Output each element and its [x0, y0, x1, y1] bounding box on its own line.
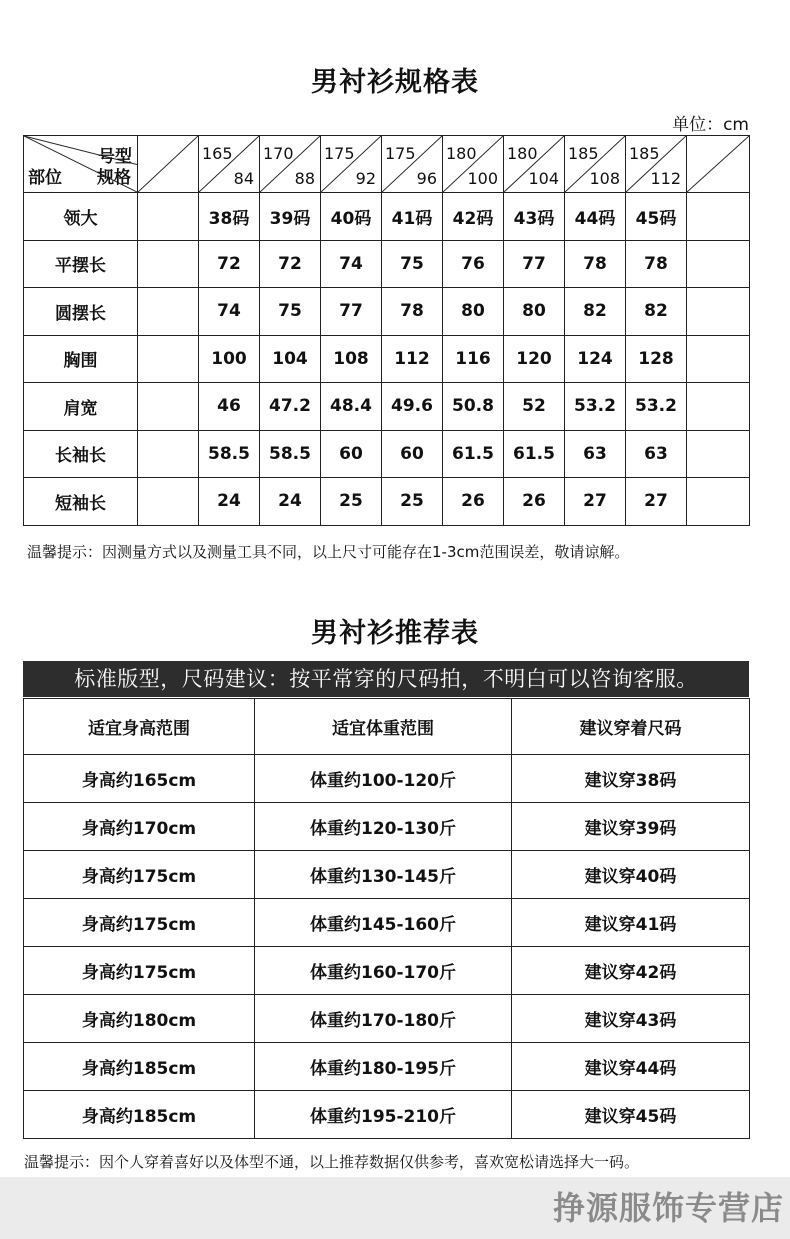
measurement-value: 78: [626, 240, 687, 288]
measurement-value: 25: [321, 478, 382, 526]
measurement-value: 25: [382, 478, 443, 526]
rec-header-cell: 适宜身高范围: [24, 699, 255, 755]
blank-cell: [138, 335, 199, 383]
size-height: 175: [385, 144, 416, 163]
size-chest: 96: [416, 169, 437, 188]
blank-cell: [138, 288, 199, 336]
measurement-value: 41码: [382, 193, 443, 241]
measurement-value: 100: [199, 335, 260, 383]
measurement-value: 52: [504, 383, 565, 431]
size-height: 185: [629, 144, 660, 163]
measurement-value: 78: [565, 240, 626, 288]
rec-row: [24, 995, 750, 1043]
size-height: 175: [324, 144, 355, 163]
measurement-value: 24: [199, 478, 260, 526]
blank-cell: [138, 383, 199, 431]
spec-row: [24, 383, 750, 431]
size-header-cell: [565, 136, 626, 193]
measurement-value: 82: [565, 288, 626, 336]
body-part-name: 胸围: [24, 335, 138, 383]
size-header-cell: [443, 136, 504, 193]
rec-header-cell: 适宜体重范围: [255, 699, 512, 755]
blank-cell: [687, 193, 750, 241]
measurement-value: 61.5: [504, 430, 565, 478]
measurement-value: 27: [626, 478, 687, 526]
measurement-value: 53.2: [565, 383, 626, 431]
rec-row: [24, 1091, 750, 1139]
weight-range: 体重约100-120斤: [255, 755, 512, 803]
weight-range: 体重约195-210斤: [255, 1091, 512, 1139]
measurement-value: 128: [626, 335, 687, 383]
spec-table-title: 男衬衫规格表: [311, 67, 479, 98]
weight-range: 体重约180-195斤: [255, 1043, 512, 1091]
measurement-value: 43码: [504, 193, 565, 241]
weight-range: 体重约130-145斤: [255, 851, 512, 899]
height-range: 身高约185cm: [24, 1043, 255, 1091]
measurement-value: 39码: [260, 193, 321, 241]
body-part-name: 圆摆长: [24, 288, 138, 336]
suggested-size: 建议穿38码: [512, 755, 750, 803]
blank-cell: [138, 430, 199, 478]
rec-note: 温馨提示：因个人穿着喜好以及体型不通，以上推荐数据仅供参考，喜欢宽松请选择大一码。: [24, 1153, 640, 1171]
measurement-value: 63: [626, 430, 687, 478]
body-part-name: 肩宽: [24, 383, 138, 431]
measurement-value: 44码: [565, 193, 626, 241]
body-part-label: 部位: [28, 168, 62, 188]
size-chest: 112: [650, 169, 681, 188]
size-spec-table: [23, 135, 750, 526]
spec-row: [24, 288, 750, 336]
measurement-value: 75: [260, 288, 321, 336]
measurement-value: 76: [443, 240, 504, 288]
rec-row: [24, 803, 750, 851]
measurement-value: 38码: [199, 193, 260, 241]
model-type-label: 号型: [98, 147, 132, 167]
store-brand: 挣源服饰专营店: [552, 1189, 784, 1227]
blank-cell: [138, 478, 199, 526]
measurement-value: 120: [504, 335, 565, 383]
blank-cell: [687, 335, 750, 383]
suggested-size: 建议穿42码: [512, 947, 750, 995]
measurement-value: 42码: [443, 193, 504, 241]
weight-range: 体重约120-130斤: [255, 803, 512, 851]
blank-cell: [138, 193, 199, 241]
size-chest: 100: [467, 169, 498, 188]
size-height: 170: [263, 144, 294, 163]
measurement-value: 50.8: [443, 383, 504, 431]
spec-label: 规格: [97, 168, 131, 188]
suggested-size: 建议穿44码: [512, 1043, 750, 1091]
measurement-value: 108: [321, 335, 382, 383]
measurement-value: 72: [260, 240, 321, 288]
size-header-cell: [199, 136, 260, 193]
size-header-cell: [382, 136, 443, 193]
weight-range: 体重约170-180斤: [255, 995, 512, 1043]
blank-cell: [687, 478, 750, 526]
height-range: 身高约180cm: [24, 995, 255, 1043]
measurement-value: 24: [260, 478, 321, 526]
size-height: 165: [202, 144, 233, 163]
size-advice-banner: 标准版型，尺码建议：按平常穿的尺码拍，不明白可以咨询客服。: [23, 661, 749, 697]
spec-header-row: [24, 136, 750, 193]
measurement-value: 48.4: [321, 383, 382, 431]
measurement-value: 74: [321, 240, 382, 288]
size-chest: 84: [233, 169, 254, 188]
measurement-value: 104: [260, 335, 321, 383]
measurement-value: 116: [443, 335, 504, 383]
suggested-size: 建议穿41码: [512, 899, 750, 947]
body-part-name: 短袖长: [24, 478, 138, 526]
rec-row: [24, 1043, 750, 1091]
measurement-value: 82: [626, 288, 687, 336]
body-part-name: 领大: [24, 193, 138, 241]
height-range: 身高约175cm: [24, 851, 255, 899]
extra-diagonal-line: [687, 136, 749, 192]
measurement-value: 27: [565, 478, 626, 526]
size-height: 180: [507, 144, 538, 163]
blank-cell: [687, 240, 750, 288]
unit-label: 单位：cm: [672, 115, 749, 135]
height-range: 身高约170cm: [24, 803, 255, 851]
extra-header-cell: [687, 136, 750, 193]
spec-note: 温馨提示：因测量方式以及测量工具不同，以上尺寸可能存在1-3cm范围误差，敬请谅解。: [27, 543, 630, 561]
measurement-value: 80: [443, 288, 504, 336]
size-header-cell: [504, 136, 565, 193]
measurement-value: 77: [321, 288, 382, 336]
spec-row: [24, 478, 750, 526]
rec-header-cell: 建议穿着尺码: [512, 699, 750, 755]
rec-row: [24, 947, 750, 995]
measurement-value: 46: [199, 383, 260, 431]
spec-row: [24, 430, 750, 478]
measurement-value: 53.2: [626, 383, 687, 431]
measurement-value: 80: [504, 288, 565, 336]
measurement-value: 75: [382, 240, 443, 288]
footer-bar: [0, 1177, 790, 1239]
rec-row: [24, 851, 750, 899]
height-range: 身高约185cm: [24, 1091, 255, 1139]
rec-row: [24, 899, 750, 947]
measurement-value: 61.5: [443, 430, 504, 478]
height-range: 身高约175cm: [24, 947, 255, 995]
blank-cell: [687, 383, 750, 431]
measurement-value: 58.5: [260, 430, 321, 478]
blank-cell: [687, 288, 750, 336]
measurement-value: 63: [565, 430, 626, 478]
height-range: 身高约175cm: [24, 899, 255, 947]
body-part-name: 长袖长: [24, 430, 138, 478]
suggested-size: 建议穿45码: [512, 1091, 750, 1139]
weight-range: 体重约145-160斤: [255, 899, 512, 947]
spec-body: [24, 193, 750, 526]
measurement-value: 124: [565, 335, 626, 383]
spec-row: [24, 193, 750, 241]
measurement-value: 74: [199, 288, 260, 336]
size-height: 180: [446, 144, 477, 163]
size-chest: 88: [294, 169, 315, 188]
rec-header-row: [24, 699, 750, 755]
blank-cell: [687, 430, 750, 478]
measurement-value: 78: [382, 288, 443, 336]
blank-header-cell: [138, 136, 199, 193]
weight-range: 体重约160-170斤: [255, 947, 512, 995]
rec-table-title: 男衬衫推荐表: [311, 618, 479, 649]
suggested-size: 建议穿40码: [512, 851, 750, 899]
measurement-value: 47.2: [260, 383, 321, 431]
blank-cell: [138, 240, 199, 288]
size-header-cell: [626, 136, 687, 193]
size-chest: 108: [589, 169, 620, 188]
spec-corner-cell: [24, 136, 138, 193]
suggested-size: 建议穿39码: [512, 803, 750, 851]
measurement-value: 72: [199, 240, 260, 288]
size-header-cell: [321, 136, 382, 193]
measurement-value: 49.6: [382, 383, 443, 431]
measurement-value: 26: [443, 478, 504, 526]
spec-row: [24, 240, 750, 288]
recommendation-table: [23, 698, 750, 1139]
size-chest: 104: [528, 169, 559, 188]
rec-body: [24, 755, 750, 1139]
size-header-cell: [260, 136, 321, 193]
rec-row: [24, 755, 750, 803]
measurement-value: 26: [504, 478, 565, 526]
measurement-value: 45码: [626, 193, 687, 241]
blank-diagonal-line: [138, 136, 198, 192]
height-range: 身高约165cm: [24, 755, 255, 803]
measurement-value: 58.5: [199, 430, 260, 478]
measurement-value: 60: [382, 430, 443, 478]
measurement-value: 77: [504, 240, 565, 288]
body-part-name: 平摆长: [24, 240, 138, 288]
measurement-value: 112: [382, 335, 443, 383]
spec-row: [24, 335, 750, 383]
measurement-value: 40码: [321, 193, 382, 241]
size-height: 185: [568, 144, 599, 163]
size-chest: 92: [355, 169, 376, 188]
suggested-size: 建议穿43码: [512, 995, 750, 1043]
measurement-value: 60: [321, 430, 382, 478]
